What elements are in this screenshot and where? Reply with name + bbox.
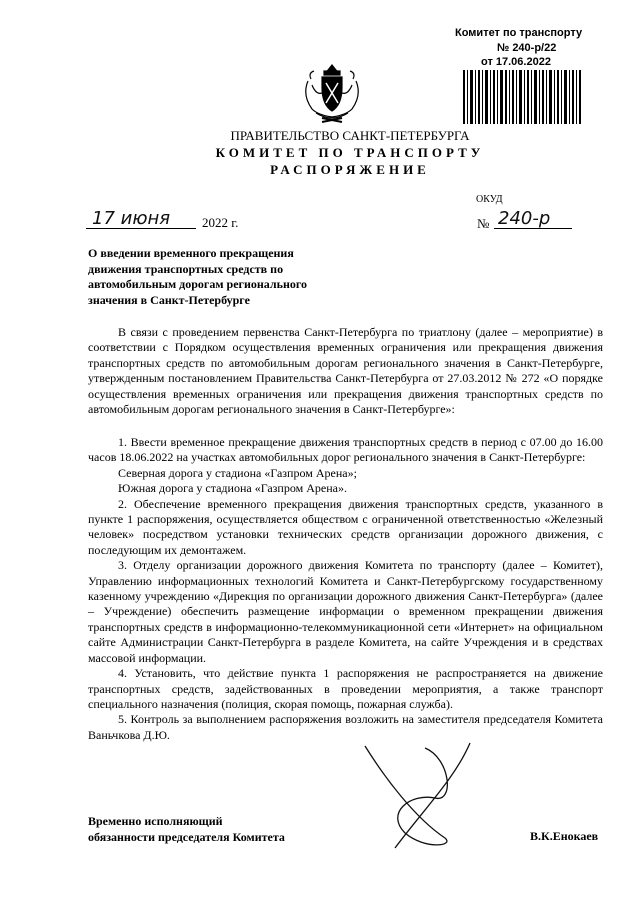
government-name: ПРАВИТЕЛЬСТВО САНКТ-ПЕТЕРБУРГА (230, 128, 470, 143)
intro-paragraph: В связи с проведением первенства Санкт-Петербурга по триатлону (далее – мероприятие) в соответствии с Порядком осуществления временных ограничения или прекращения движения транспортных средств по автомобильным дорогам регионального значения в Санкт-Петербурге, утвержденным постановлением Правительства Санкт-Петербурга от 27.03.2012 № 272 «О порядке осуществления временных ограничения или прекращения движения транспортных средств по автомобильным дорогам регионального значения в Санкт-Петербурге»: (88, 325, 603, 417)
position-line-1: Временно исполняющий (88, 814, 223, 828)
stamp-org: Комитет по транспорту (455, 27, 583, 39)
coat-of-arms-emblem (302, 63, 362, 125)
year-text: 2022 г. (202, 215, 239, 230)
point-4: 4. Установить, что действие пункта 1 распоряжения не распространяется на движение транспортных средств, задействованных в проведении мероприятия, а также транспорт специального назначения (полиция, скорая помощь, пожарная служба). (88, 666, 603, 711)
document-points (88, 435, 603, 743)
signatory-position (88, 813, 285, 845)
signatory-name: В.К.Енокаев (530, 829, 599, 843)
date-underline (86, 228, 196, 229)
stamp-date: от 17.06.2022 (481, 56, 551, 68)
okud-label: ОКУД (476, 194, 503, 205)
position-line-2: обязанности председателя Комитета (88, 830, 285, 844)
road-item-1: Северная дорога у стадиона «Газпром Арена»; (118, 465, 357, 480)
point-5: 5. Контроль за выполнением распоряжения возложить на заместителя председателя Комитета Ваньчкова Д.Ю. (88, 712, 603, 742)
number-handwritten: 240-р (498, 208, 551, 229)
road-item-2: Южная дорога у стадиона «Газпром Арена». (118, 481, 347, 496)
date-handwritten: 17 июня (92, 208, 171, 229)
document-title: О введении временного прекращения движения транспортных средств по автомобильным дорогам регионального значения в Санкт-Петербурге (88, 246, 308, 307)
stamp-number: № 240-р/22 (497, 42, 557, 54)
point-3: 3. Отделу организации дорожного движения Комитета по транспорту (далее – Комитет), Управлению информационных технологий Комитета и Санкт-Петербургскому государственному казенному учреждению «Дирекция по организации дорожного движения Санкт-Петербурга» (далее – Учреждение) обеспечить размещение информации о временном прекращении движения транспортных средств в информационно-телекоммуникационной сети «Интернет» на официальном сайте Администрации Санкт-Петербурга в разделе Комитета, на сайте Учреждения и в средствах массовой информации. (88, 558, 603, 665)
point-1: 1. Ввести временное прекращение движения транспортных средств в период с 07.00 до 16.00 часов 18.06.2022 на участках автомобильных дорог регионального значения в Санкт-Петербурге: (88, 435, 603, 465)
committee-name: КОМИТЕТ ПО ТРАНСПОРТУ (215, 145, 485, 160)
document-body (88, 325, 603, 417)
number-underline (494, 228, 572, 229)
document-type: РАСПОРЯЖЕНИЕ (270, 162, 430, 177)
handwritten-signature (355, 738, 475, 858)
barcode (463, 70, 581, 124)
number-prefix: № (477, 216, 490, 231)
point-2: 2. Обеспечение временного прекращения движения транспортных средств, указанного в пункте 1 распоряжения, осуществляется обществом с ограниченной ответственностью «Железный человек» посредством установки технических средств организации дорожного движения, с последующим их демонтажем. (88, 496, 603, 557)
